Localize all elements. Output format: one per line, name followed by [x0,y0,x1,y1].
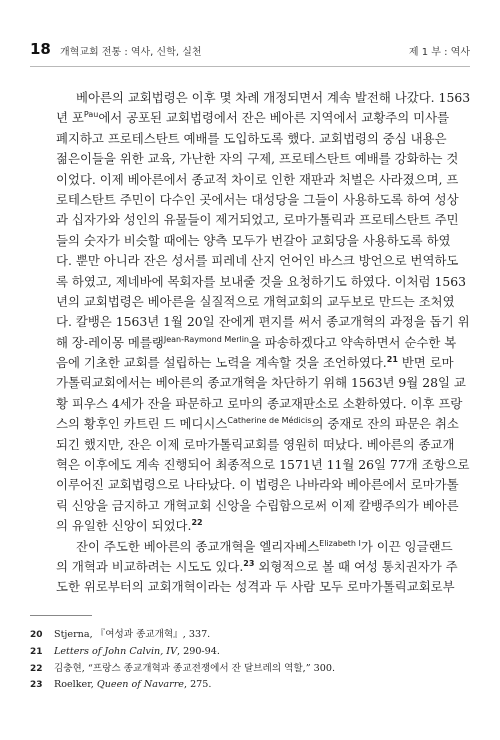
text-run: 외형적으로 볼 때 여성 통치권자가 주 [254,558,458,574]
text-run: 반면 로마 [397,355,454,371]
text-line [56,537,453,557]
text-line [56,455,470,475]
footnote-rule [30,615,92,616]
footnote [30,677,460,694]
text-line [56,353,454,373]
footnote-text: 김충현, “프랑스 종교개혁과 종교전쟁에서 잔 달브레의 역할,” 300. [54,662,336,674]
text-line [56,129,447,149]
original-term: Elizabeth I [319,538,361,548]
text-line [56,577,455,597]
footnote [30,661,460,678]
footnote-number: 23 [30,680,43,691]
footnote-text: Stjerna, 『여성과 종교개혁』, 337. [54,629,211,640]
text-run: 젊은이들을 위한 교육, 가난한 자의 구제, 프로테스탄트 예배를 강화하는 것 [56,151,459,167]
text-line [56,170,459,190]
text-run: 다. 뿐만 아니라 잔은 성서를 피레네 산지 언어인 바스크 방언으로 번역하도 [56,253,459,269]
text-run: 과 십자가와 성인의 유물들이 제거되었고, 로마가톨릭과 프로테스탄트 주민 [56,212,459,228]
text-line [56,251,459,271]
text-run: 음에 기초한 교회를 설립하는 노력을 계속할 것을 조언하였다. [56,355,387,371]
text-line [56,475,459,495]
footnote-number: 20 [30,630,43,640]
footnote [30,644,460,661]
text-run: 록 하였고, 제네바에 목회자를 보내줄 것을 요청하기도 하였다. 이처럼 1563 [56,273,466,289]
text-run: 의 중재로 잔의 파문은 취소 [311,416,459,432]
text-run: 년 포 [56,110,84,126]
footnote-text: , 290-94. [177,645,220,657]
footnote-title: Letters of John Calvin, IV [54,645,178,657]
text-run: 황 피우스 4세가 잔을 파문하고 로마의 종교재판소로 소환하였다. 이후 프랑 [56,395,463,411]
text-run: 혁은 이후에도 계속 진행되어 최종적으로 1571년 11월 26일 77개 조항으로 [56,457,470,473]
body-text [56,88,471,598]
footnote-number: 21 [30,646,43,657]
text-line [56,435,455,455]
original-term: Jean-Raymond Merlin [163,334,249,344]
text-line [56,108,450,128]
footnote-text: Roelker, [54,679,97,691]
footnote-number: 22 [30,663,43,674]
text-run: 릭 신앙을 금지하고 개혁교회 신앙을 수립함으로써 이제 칼뱅주의가 베아른 [56,497,459,513]
footnote-title: Queen of Navarre [96,679,184,691]
footnote [30,627,460,644]
text-run: 이었다. 이제 베아른에서 종교적 차이로 인한 재판과 처벌은 사라졌으며, 프 [56,171,459,187]
text-line [56,149,459,169]
running-header [30,40,470,64]
text-line [56,373,466,393]
text-run: 폐지하고 프로테스탄트 예배를 도입하도록 했다. 교회법령의 중심 내용은 [56,130,447,146]
footnote-ref[interactable]: 21 [386,355,398,365]
text-run: 들의 숫자가 비슷할 때에는 양측 모두가 번갈아 교회당을 사용하도록 하였 [56,232,451,248]
text-run: 의 개혁과 비교하려는 시도도 있다. [56,558,244,574]
original-term: Catherine de Médicis [227,416,312,426]
page-number: 18 [30,40,51,58]
footnote-text: , 275. [183,679,212,691]
text-run: 가 이끈 잉글랜드 [360,538,453,554]
text-run: 잔이 주도한 베아른의 종교개혁을 엘리자베스 [76,538,320,554]
book-title: 개혁교회 전통 : 역사, 신학, 실천 [60,47,202,58]
original-term: Pau [83,110,99,120]
text-run: 이루어진 교회법령으로 나타났다. 이 법령은 나바라와 베아른에서 로마가톨 [56,477,459,493]
footnote-ref[interactable]: 22 [191,518,203,528]
text-line [56,414,459,434]
text-run: 로테스탄트 주민이 다수인 곳에서는 대성당을 그들이 사용하도록 하여 성상 [56,191,459,207]
text-line [56,333,457,353]
text-line [56,210,459,230]
text-line [56,231,451,251]
text-run: 년의 교회법령은 베아른을 실질적으로 개혁교회의 교두보로 만드는 조처였 [56,293,455,309]
text-line [56,394,463,414]
footnote-ref[interactable]: 23 [243,558,255,568]
footnotes [30,627,460,694]
part-title: 제 1 부 : 역사 [408,47,470,58]
text-line [56,88,471,108]
text-line [56,190,459,210]
text-run: 을 파송하겠다고 약속하면서 순수한 복 [249,334,457,350]
text-line [56,496,459,516]
text-line [56,516,440,536]
text-line [56,312,470,332]
header-rule [30,66,470,67]
text-run: 되긴 했지만, 잔은 이제 로마가톨릭교회를 영원히 떠났다. 베아른의 종교개 [56,436,455,452]
text-run: 해 장-레이몽 메를랭 [56,334,164,350]
text-line [56,272,466,292]
text-run: 에서 공포된 교회법령에서 잔은 베아른 지역에서 교황주의 미사를 [98,110,450,126]
text-run: 베아른의 교회법령은 이후 몇 차례 개정되면서 계속 발전해 나갔다. 1563 [76,90,471,105]
text-line [56,557,458,577]
text-run: 다. 칼뱅은 1563년 1월 20일 잔에게 편지를 써서 종교개혁의 과정을 돕기 위 [56,314,470,330]
text-run: 가톨릭교회에서는 베아른의 종교개혁을 차단하기 위해 1563년 9월 28일 교 [56,375,466,391]
text-run: 스의 황후인 카트린 드 메디시스 [56,416,228,432]
text-run: 의 유일한 신앙이 되었다. [56,518,192,534]
text-line [56,292,455,312]
text-run: 도한 위로부터의 교회개혁이라는 성격과 두 사람 모두 로마가톨릭교회로부 [56,579,455,595]
